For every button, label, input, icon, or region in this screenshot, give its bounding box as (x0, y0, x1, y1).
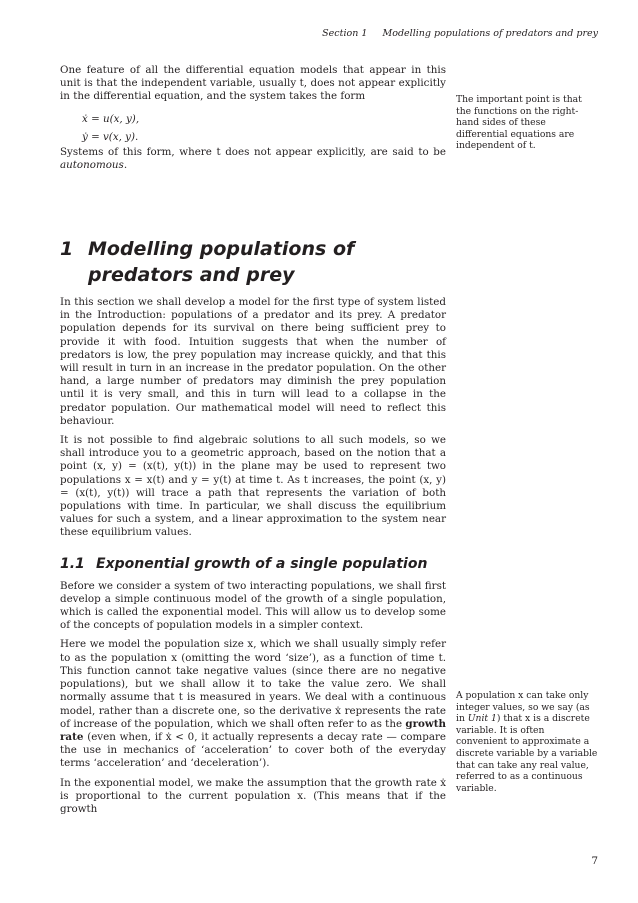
subsection-number: 1.1 (60, 555, 85, 572)
margin-note-2 (456, 690, 598, 794)
margin-note-2-unit: Unit 1 (467, 713, 497, 725)
growth-text-b: (even when, if ẋ < 0, it actually represents a decay rate — compare the use in mechanics of ‘acceleration’ to cover both of the everyday terms ‘acceleration’ and ‘deceleration’). (60, 730, 446, 770)
autonomous-paragraph (60, 146, 446, 172)
main-column (60, 64, 446, 822)
subsection-heading (60, 554, 446, 574)
running-header (322, 28, 598, 39)
page-number: 7 (591, 855, 598, 867)
intro-paragraph: One feature of all the differential equation models that appear in this unit is that the independent variable, usually t, does not appear explicitly in the differential equation, and the system takes the form (60, 64, 446, 103)
section-number: 1 (60, 238, 74, 261)
margin-note-2-b: ) that x is a discrete variable. It is often convenient to approximate a discrete variable by a variable that can take any real value, referred to as a continuous variable. (456, 713, 598, 794)
subsection-title: Exponential growth of a single population (96, 555, 428, 572)
autonomous-text: Systems of this form, where t does not appear explicitly, are said to be (60, 145, 446, 158)
equation-y: ẏ = v(x, y). (82, 130, 139, 143)
header-title: Modelling populations of predators and prey (382, 28, 598, 39)
section-paragraph-2: It is not possible to find algebraic solutions to all such models, so we shall introduce you to a geometric approach, based on the notion that a point (x, y) = (x(t), y(t)) in the plane may be used to represent two populations x = x(t) and y = y(t) at time t. As t increases, the point (x, y) = (x(t), y(t)) will trace a path that represents the variation of both populations with time. In particular, we shall discuss the equilibrium values for such a system, and a linear approximation to the system near these equilibrium values. (60, 434, 446, 539)
subsection-paragraph-3: In the exponential model, we make the assumption that the growth rate ẋ is proportional to the current population x. (This means that if the growth (60, 776, 446, 815)
subsection-paragraph-2 (60, 638, 446, 770)
section-heading (60, 236, 446, 288)
equation-x: ẋ = u(x, y), (82, 112, 140, 125)
margin-note-2-a: A population x can take only integer values, so we say (as in (456, 690, 590, 725)
section-title: Modelling populations of predators and prey (88, 238, 355, 287)
growth-text-a: Here we model the population size x, which we shall usually simply refer to as the population x (omitting the word ‘size’), as a function of time t. This function cannot take negative values (since there are no negative populations), but we shall allow it to take the value zero. We shall normally assume that t is measured in years. We deal with a continuous model, rather than a discrete one, so the derivative ẋ represents the rate of increase of the population, which we shall often refer to as the (60, 638, 446, 730)
equation-block (82, 110, 446, 146)
autonomous-term: autonomous. (60, 158, 128, 171)
margin-note-1: The important point is that the functions on the right-hand sides of these differential equations are independent of t. (456, 94, 582, 152)
subsection-paragraph-1: Before we consider a system of two interacting populations, we shall first develop a simple continuous model of the growth of a single population, which is called the exponential model. This will allow us to develop some of the concepts of population models in a simpler context. (60, 579, 446, 632)
growth-rate-term: growth rate (60, 717, 446, 743)
section-paragraph-1: In this section we shall develop a model for the first type of system listed in the Introduction: populations of a predator and its prey. A predator population depends for its survival on there being sufficient prey to provide it with food. Intuition suggests that when the number of predators is low, the prey population may increase quickly, and that this will result in turn in an increase in the predator population. On the other hand, a large number of predators may diminish the prey population until it is very small, and this in turn will lead to a collapse in the predator population. Our mathematical model will need to reflect this behaviour. (60, 296, 446, 427)
header-section: Section 1 (322, 28, 368, 39)
